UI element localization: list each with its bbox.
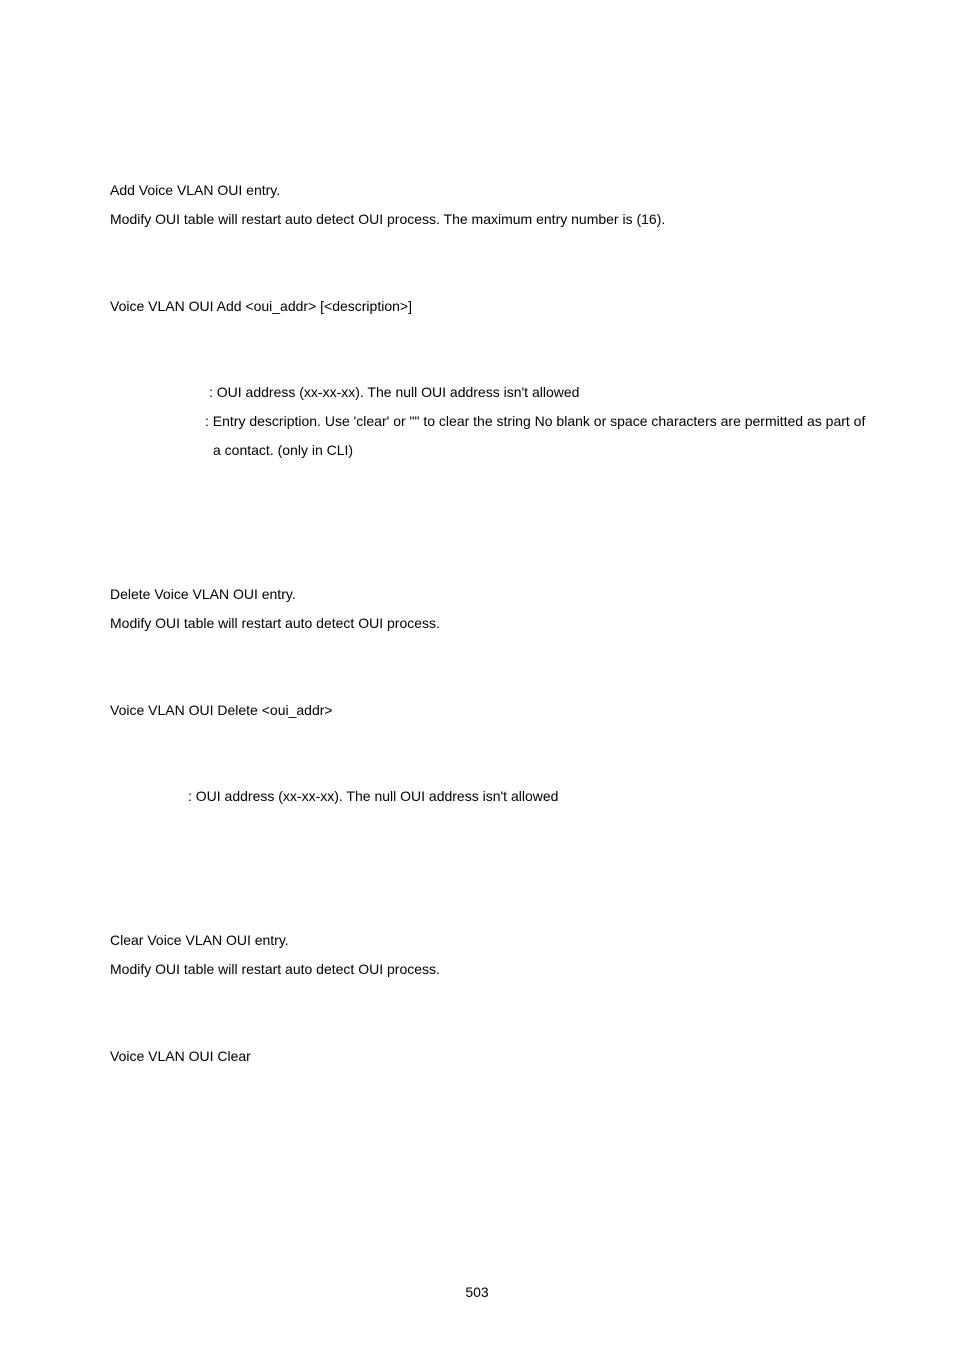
delete-description-1: Delete Voice VLAN OUI entry. bbox=[110, 586, 296, 602]
add-param-description-line1: : Entry description. Use 'clear' or "" to clear the string No blank or space characters are permitted as part of bbox=[205, 413, 866, 429]
clear-syntax: Voice VLAN OUI Clear bbox=[110, 1048, 251, 1064]
add-description-2: Modify OUI table will restart auto detect OUI process. The maximum entry number is (16). bbox=[110, 211, 666, 227]
add-syntax: Voice VLAN OUI Add <oui_addr> [<description>] bbox=[110, 298, 412, 314]
add-param-oui-addr: : OUI address (xx-xx-xx). The null OUI address isn't allowed bbox=[209, 384, 580, 400]
delete-param-oui-addr: : OUI address (xx-xx-xx). The null OUI address isn't allowed bbox=[188, 788, 559, 804]
add-param-description-line2: a contact. (only in CLI) bbox=[213, 442, 354, 458]
delete-syntax: Voice VLAN OUI Delete <oui_addr> bbox=[110, 702, 333, 718]
add-description-1: Add Voice VLAN OUI entry. bbox=[110, 182, 281, 198]
delete-description-2: Modify OUI table will restart auto detect OUI process. bbox=[110, 615, 440, 631]
page-number: 503 bbox=[465, 1284, 489, 1300]
clear-description-1: Clear Voice VLAN OUI entry. bbox=[110, 932, 289, 948]
clear-description-2: Modify OUI table will restart auto detect OUI process. bbox=[110, 961, 440, 977]
